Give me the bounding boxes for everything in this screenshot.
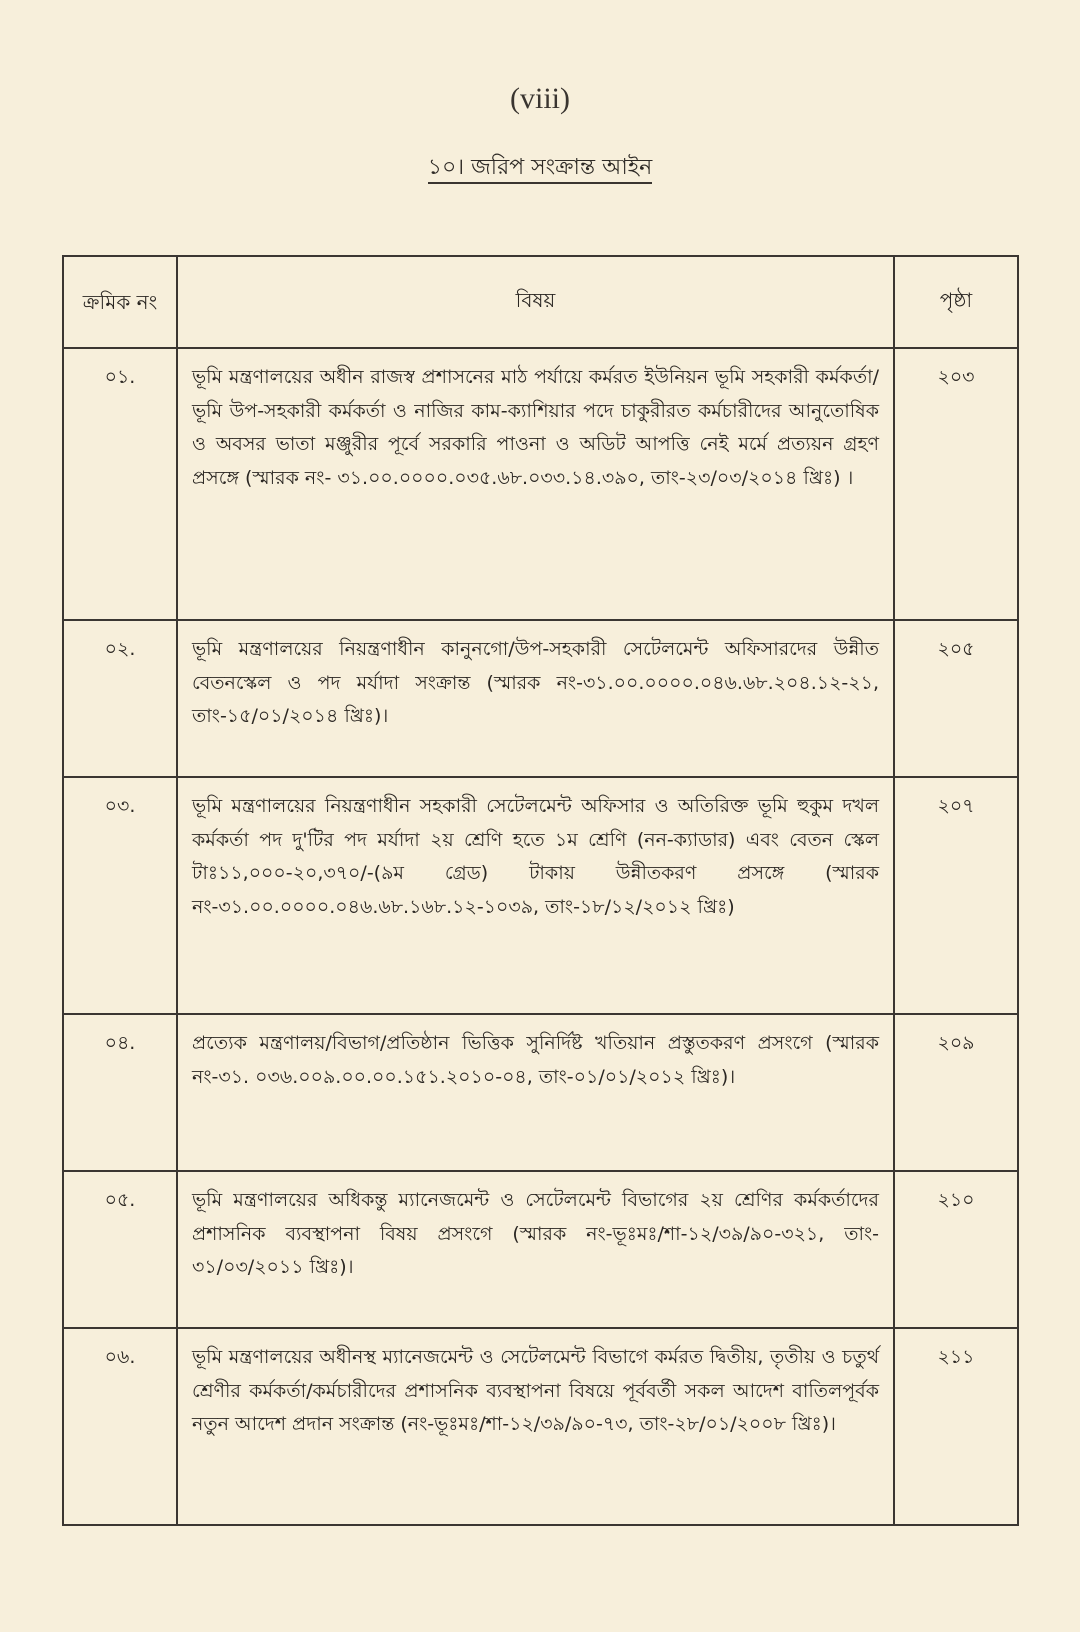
- row-page: ২১১: [894, 1328, 1018, 1525]
- table-row: [63, 1014, 1018, 1171]
- row-subject: ভূমি মন্ত্রণালয়ের অধীন রাজস্ব প্রশাসনের মাঠ পর্যায়ে কর্মরত ইউনিয়ন ভূমি সহকারী কর্মকর্তা/ভূমি উপ-সহকারী কর্মকর্তা ও নাজির কাম-ক্যাশিয়ার পদে চাকুরীরত কর্মচারীদের আনুতোষিক ও অবসর ভাতা মঞ্জুরীর পূর্বে সরকারি পাওনা ও অডিট আপত্তি নেই মর্মে প্রত্যয়ন গ্রহণ প্রসঙ্গে (স্মারক নং- ৩১.০০.০০০০.০৩৫.৬৮.০৩৩.১৪.৩৯০, তাং-২৩/০৩/২০১৪ খ্রিঃ) ।: [177, 348, 894, 620]
- header-page: পৃষ্ঠা: [894, 256, 1018, 348]
- table-row: [63, 348, 1018, 620]
- table-row: [63, 1171, 1018, 1328]
- page-number: (viii): [510, 82, 570, 115]
- row-serial: ০৪.: [63, 1014, 177, 1171]
- row-page: ২০৯: [894, 1014, 1018, 1171]
- row-serial: ০৩.: [63, 777, 177, 1014]
- header-subject: বিষয়: [177, 256, 894, 348]
- table-header-row: [63, 256, 1018, 348]
- row-subject: ভূমি মন্ত্রণালয়ের অধিকন্তু ম্যানেজমেন্ট ও সেটেলমেন্ট বিভাগের ২য় শ্রেণির কর্মকর্তাদের প্রশাসনিক ব্যবস্থাপনা বিষয় প্রসংগে (স্মারক নং-ভূঃমঃ/শা-১২/৩৯/৯০-৩২১, তাং- ৩১/০৩/২০১১ খ্রিঃ)।: [177, 1171, 894, 1328]
- row-page: ২১০: [894, 1171, 1018, 1328]
- row-serial: ০৫.: [63, 1171, 177, 1328]
- row-page: ২০৫: [894, 620, 1018, 777]
- header-serial: ক্রমিক নং: [63, 256, 177, 348]
- section-title-text: ১০। জরিপ সংক্রান্ত আইন: [428, 155, 653, 184]
- row-serial: ০১.: [63, 348, 177, 620]
- row-serial: ০৬.: [63, 1328, 177, 1525]
- row-serial: ০২.: [63, 620, 177, 777]
- contents-table: [62, 255, 1019, 1526]
- section-title: [0, 150, 1080, 187]
- table-row: [63, 620, 1018, 777]
- row-subject: ভূমি মন্ত্রণালয়ের অধীনস্থ ম্যানেজমেন্ট ও সেটেলমেন্ট বিভাগে কর্মরত দ্বিতীয়, তৃতীয় ও চতুর্থ শ্রেণীর কর্মকর্তা/কর্মচারীদের প্রশাসনিক ব্যবস্থাপনা বিষয়ে পূর্ববর্তী সকল আদেশ বাতিলপূর্বক নতুন আদেশ প্রদান সংক্রান্ত (নং-ভূঃমঃ/শা-১২/৩৯/৯০-৭৩, তাং-২৮/০১/২০০৮ খ্রিঃ)।: [177, 1328, 894, 1525]
- row-subject: ভূমি মন্ত্রণালয়ের নিয়ন্ত্রণাধীন কানুনগো/উপ-সহকারী সেটেলমেন্ট অফিসারদের উন্নীত বেতনস্কেল ও পদ মর্যাদা সংক্রান্ত (স্মারক নং-৩১.০০.০০০০.০৪৬.৬৮.২০৪.১২-২১, তাং-১৫/০১/২০১৪ খ্রিঃ)।: [177, 620, 894, 777]
- row-subject: ভূমি মন্ত্রণালয়ের নিয়ন্ত্রণাধীন সহকারী সেটেলমেন্ট অফিসার ও অতিরিক্ত ভূমি হুকুম দখল কর্মকর্তা পদ দু'টির পদ মর্যাদা ২য় শ্রেণি হতে ১ম শ্রেণি (নন-ক্যাডার) এবং বেতন স্কেল টাঃ১১,০০০-২০,৩৭০/-(৯ম গ্রেড) টাকায় উন্নীতকরণ প্রসঙ্গে (স্মারক নং-৩১.০০.০০০০.০৪৬.৬৮.১৬৮.১২-১০৩৯, তাং-১৮/১২/২০১২ খ্রিঃ): [177, 777, 894, 1014]
- table-row: [63, 777, 1018, 1014]
- row-page: ২০৩: [894, 348, 1018, 620]
- table-row: [63, 1328, 1018, 1525]
- row-subject: প্রত্যেক মন্ত্রণালয়/বিভাগ/প্রতিষ্ঠান ভিত্তিক সুনির্দিষ্ট খতিয়ান প্রস্তুতকরণ প্রসংগে (স্মারক নং-৩১. ০৩৬.০০৯.০০.০০.১৫১.২০১০-০৪, তাং-০১/০১/২০১২ খ্রিঃ)।: [177, 1014, 894, 1171]
- row-page: ২০৭: [894, 777, 1018, 1014]
